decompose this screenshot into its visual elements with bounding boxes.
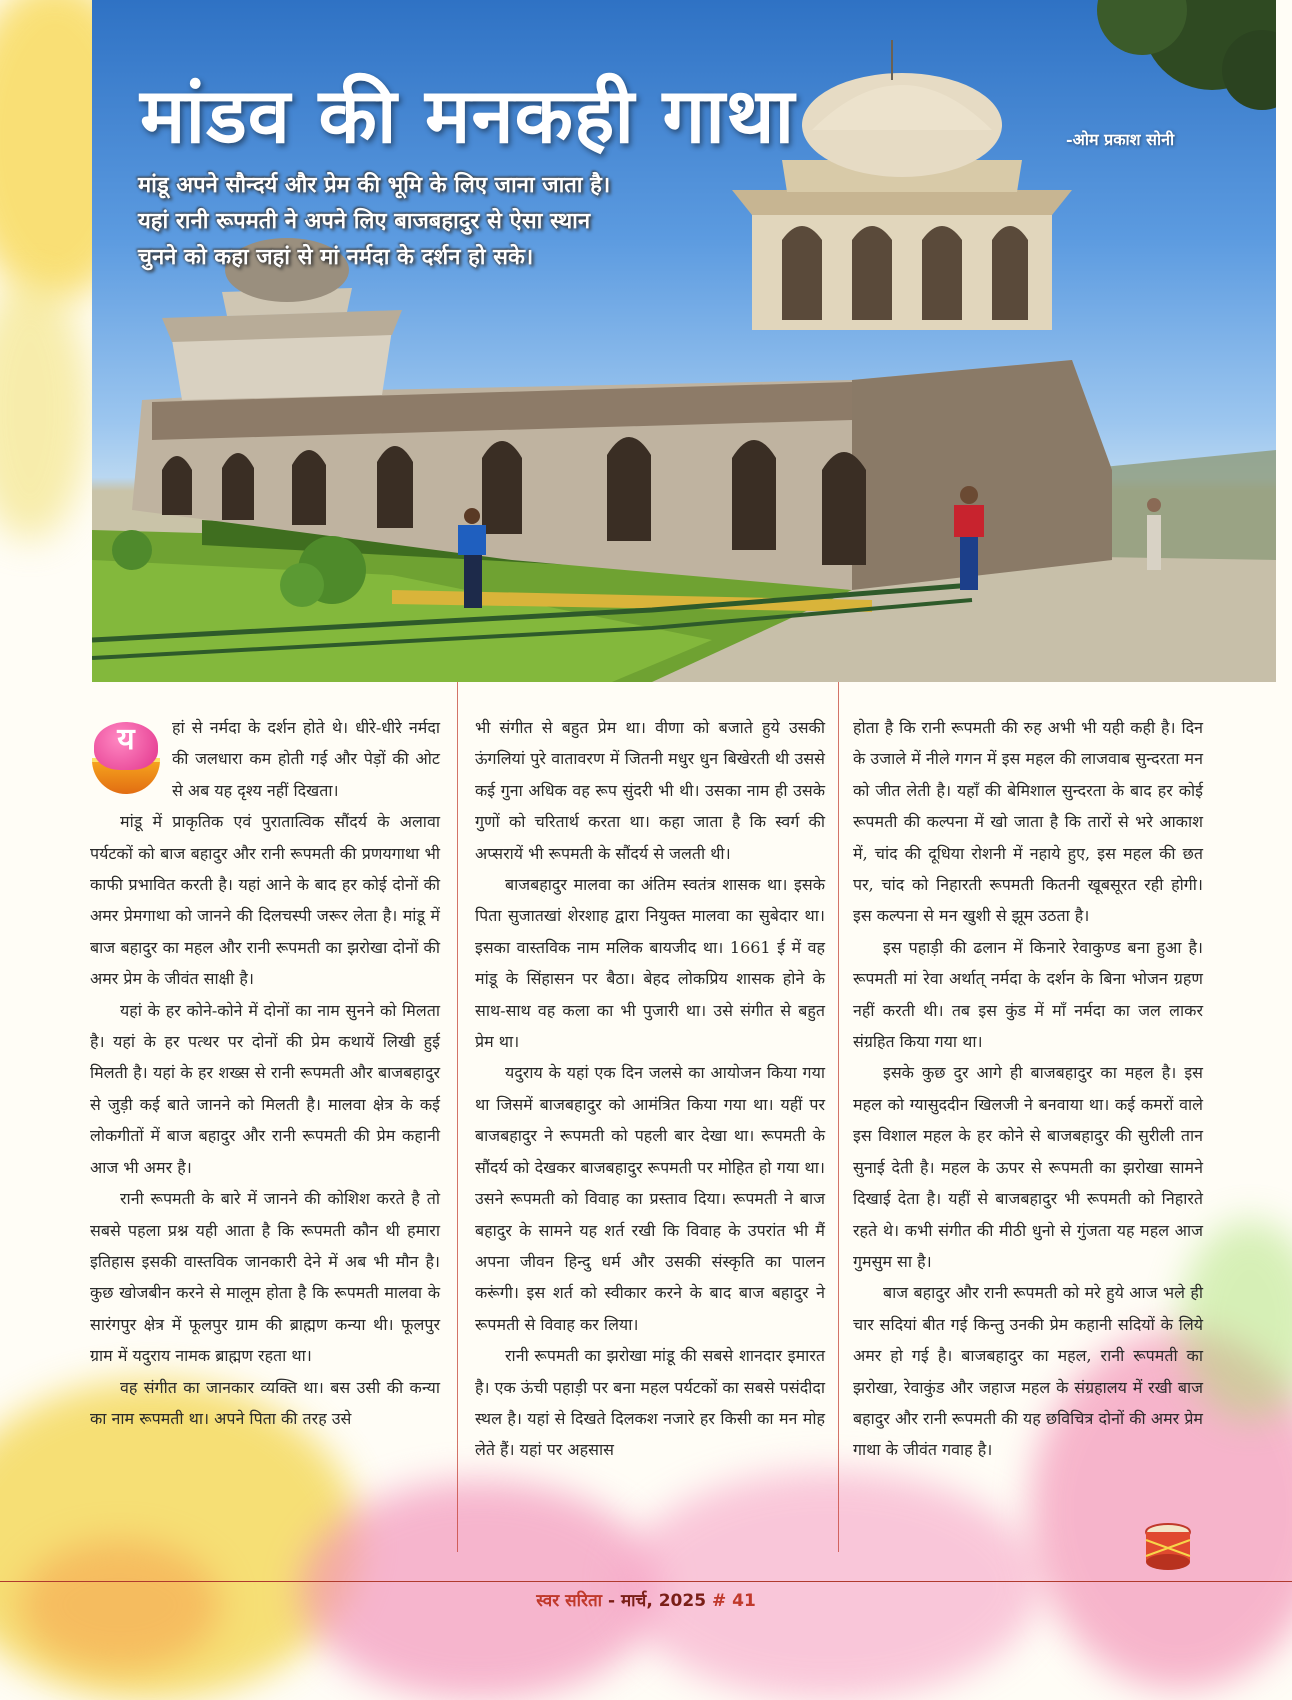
page-footer <box>0 1588 1292 1611</box>
footer-separator: - <box>602 1591 621 1611</box>
paragraph: इस पहाड़ी की ढलान में किनारे रेवाकुण्ड बना हुआ है। रूपमती मां रेवा अर्थात् नर्मदा के दर्शन के बिना भोजन ग्रहण नहीं करती थी। तब इस कुंड में माँ नर्मदा का जल लाकर संग्रहित किया गया था। <box>853 937 1203 1052</box>
issue-date: मार्च, 2025 <box>620 1591 707 1611</box>
color-splash <box>0 280 90 540</box>
paragraph: बाज बहादुर और रानी रूपमती को मरे हुये आज भले ही चार सदियां बीत गई किन्तु उनकी प्रेम कहानी सदियों के लिये अमर हो गई है। बाजबहादुर का महल, रानी रूपमती का झरोखा, रेवाकुंड और जहाज महल के संग्रहालय में रखी बाज बहादुर और रानी रूपमती की यह छविचित्र दोनों की अमर प्रेम गाथा के जीवंत गवाह है। <box>853 1283 1203 1460</box>
article-title: मांडव की मनकही गाथा <box>140 71 796 160</box>
article-intro <box>138 168 738 276</box>
dropcap-color-bowl <box>90 714 162 794</box>
paragraph: हां से नर्मदा के दर्शन होते थे। धीरे-धीरे नर्मदा की जलधारा कम होती गई और पेड़ों की ओट से अब यह दृश्य नहीं दिखता। <box>172 718 440 800</box>
paragraph: होता है कि रानी रूपमती की रुह अभी भी यही कही है। दिन के उजाले में नीले गगन में इस महल की लाजवाब सुन्दरता मन को जीत लेती है। यहाँ की बेमिशाल सुन्दरता के बाद हर कोई रूपमती की कल्पना में खो जाता है कि तारों से भरे आकाश में, चांद की दूधिया रोशनी में नहाये हुए, इस महल की छत पर, चांद को निहारती रूपमती कितनी खूबसूरत रही होगी। इस कल्पना से मन खुशी से झूम उठता है। <box>853 718 1203 926</box>
paragraph: वह संगीत का जानकार व्यक्ति था। बस उसी की कन्या का नाम रूपमती था। अपने पिता की तरह उसे <box>90 1377 440 1428</box>
column-divider <box>838 682 839 1552</box>
intro-line: यहां रानी रूपमती ने अपने लिए बाजबहादुर से ऐसा स्थान <box>138 209 591 234</box>
text-column-2 <box>475 712 825 1466</box>
column-divider <box>457 682 458 1552</box>
page-number: # 41 <box>706 1591 756 1611</box>
magazine-name: स्वर सरिता <box>536 1591 603 1611</box>
color-splash <box>620 1470 1040 1700</box>
intro-line: मांडू अपने सौन्दर्य और प्रेम की भूमि के लिए जाना जाता है। <box>138 173 611 198</box>
paragraph: इसके कुछ दुर आगे ही बाजबहादुर का महल है। इस महल को ग्यासुददीन खिलजी ने बनवाया था। कई कमरों वाले इस विशाल महल के हर कोने से बाजबहादुर की सुरीली तान सुनाई देती है। महल के ऊपर से रूपमती का झरोखा सामने दिखाई देता है। यहीं से बाजबहादुर भी रूपमती को निहारते रहते थे। कभी संगीत की मीठी धुनो से गुंजता यह महल आज गुमसुम सा है। <box>853 1063 1203 1271</box>
author-byline: -ओम प्रकाश सोनी <box>1066 130 1175 149</box>
paragraph: यहां के हर कोने-कोने में दोनों का नाम सुनने को मिलता है। यहां के हर पत्थर पर दोनों की प्रेम कथायें लिखी हुई मिलती है। यहां के हर शख्स से रानी रूपमती और बाजबहादुर से जुड़ी कई बाते जानने को मिलती है। मालवा क्षेत्र के कई लोकगीतों में बाज बहादुर और रानी रूपमती की प्रेम कहानी आज भी अमर है। <box>90 1000 440 1177</box>
text-column-1 <box>90 712 440 1434</box>
holi-drum-icon <box>1140 1520 1196 1572</box>
paragraph: मांडू में प्राकृतिक एवं पुरातात्विक सौंदर्य के अलावा पर्यटकों को बाज बहादुर और रानी रूपमती की प्रणयगाथा भी काफी प्रभावित करती है। यहां आने के बाद हर कोई दोनों की अमर प्रेमगाथा को जानने की दिलचस्पी जरूर लेता है। मांडू में बाज बहादुर का महल और रानी रूपमती का झरोखा दोनों की अमर प्रेम के जीवंत साक्षी है। <box>90 812 440 989</box>
text-column-3 <box>853 712 1203 1466</box>
footer-rule <box>0 1581 1292 1582</box>
paragraph: यदुराय के यहां एक दिन जलसे का आयोजन किया गया था जिसमें बाजबहादुर को आमंत्रित किया गया था। यहीं पर बाजबहादुर ने रूपमती को पहली बार देखा था। रूपमती के सौंदर्य को देखकर बाजबहादुर रूपमती पर मोहित हो गया था। उसने रूपमती को विवाह का प्रस्ताव दिया। रूपमती ने बाज बहादुर के सामने यह शर्त रखी कि विवाह के उपरांत भी मैं अपना जीवन हिन्दु धर्म और उसकी संस्कृति का पालन करूंगी। इस शर्त को स्वीकार करने के बाद बाज बहादुर ने रूपमती से विवाह कर लिया। <box>475 1063 825 1334</box>
intro-line: चुनने को कहा जहां से मां नर्मदा के दर्शन हो सके। <box>138 245 534 270</box>
paragraph: भी संगीत से बहुत प्रेम था। वीणा को बजाते हुये उसकी ऊंगलियां पुरे वातावरण में जितनी मधुर धुन बिखेरती थी उससे कई गुना अधिक वह रूप सुंदरी भी थी। उसका नाम ही उसके गुणों को चरितार्थ करता था। कहा जाता है कि स्वर्ग की अप्सरायें भी रूपमती के सौंदर्य से जलती थी। <box>475 718 825 863</box>
paragraph: बाजबहादुर मालवा का अंतिम स्वतंत्र शासक था। इसके पिता सुजातखां शेरशाह द्वारा नियुक्त मालवा का सुबेदार था। इसका वास्तविक नाम मलिक बायजीद था। 1661 ई में वह मांडू के सिंहासन पर बैठा। बेहद लोकप्रिय शासक होने के साथ-साथ वह कला का भी पुजारी था। उसे संगीत से बहुत प्रेम था। <box>475 875 825 1052</box>
dropcap-letter: य <box>117 722 135 757</box>
paragraph: रानी रूपमती के बारे में जानने की कोशिश करते है तो सबसे पहला प्रश्न यही आता है कि रूपमती कौन थी हमारा इतिहास इसकी वास्तविक जानकारी देने में अब भी मौन है। कुछ खोजबीन करने से मालूम होता है कि रूपमती मालवा के सारंगपुर क्षेत्र में फूलपुर ग्राम की ब्राह्मण कन्या थी। फूलपुर ग्राम में यदुराय नामक ब्राह्मण रहता था। <box>90 1189 440 1366</box>
paragraph: रानी रूपमती का झरोखा मांडू की सबसे शानदार इमारत है। एक ऊंची पहाड़ी पर बना महल पर्यटकों का सबसे पसंदीदा स्थल है। यहां से दिखते दिलकश नजारे हर किसी का मन मोह लेते हैं। यहां पर अहसास <box>475 1346 825 1460</box>
